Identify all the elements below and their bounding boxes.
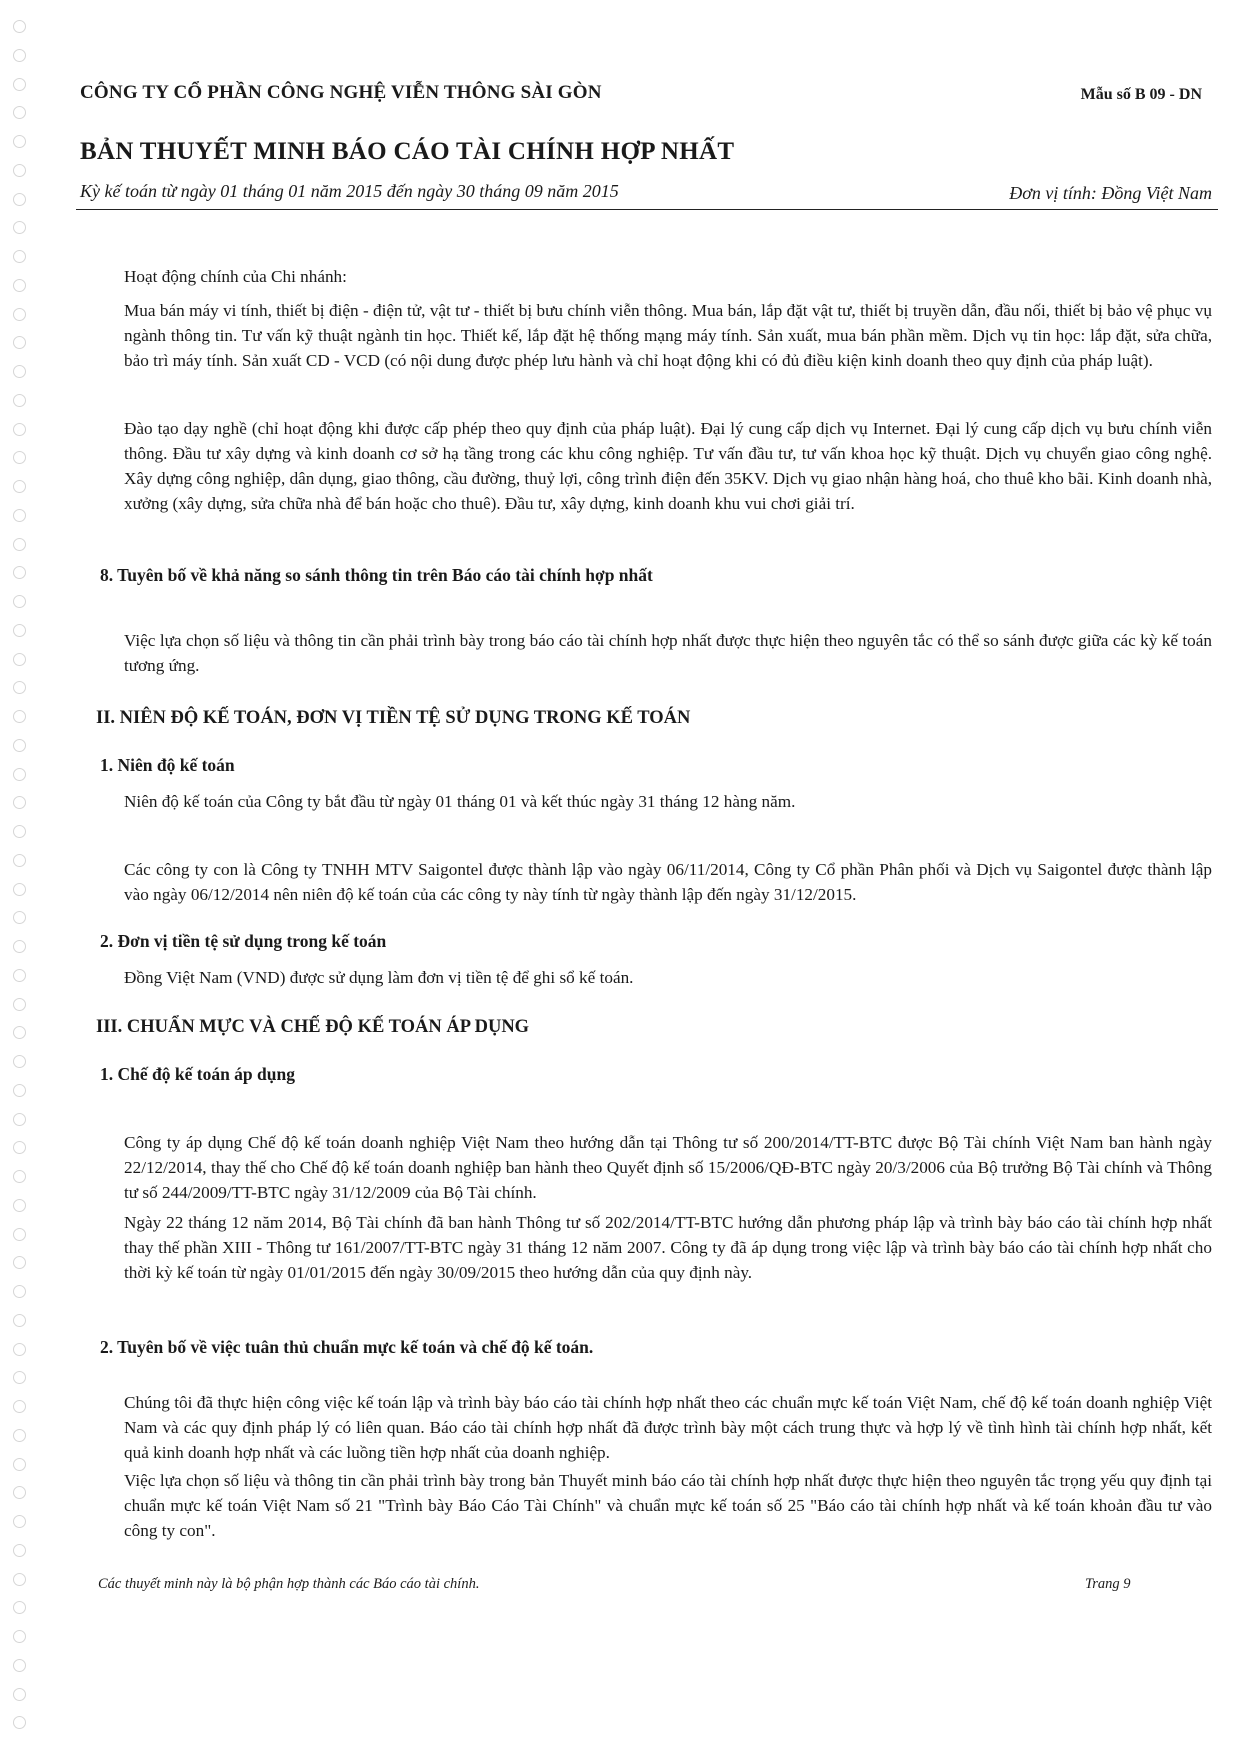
branch-activities-paragraph-2: Đào tạo dạy nghề (chỉ hoạt động khi được cấp phép theo quy định của pháp luật). Đại lý cung cấp dịch vụ Internet. Đại lý cung cấp dịch vụ bưu chính viễn thông. Đầu tư xây dựng và kinh doanh cơ sở hạ tầng trong các khu công nghiệp. Tư vấn đầu tư, tư vấn khoa học kỹ thuật. Dịch vụ chuyển giao công nghệ. Xây dựng công nghiệp, dân dụng, giao thông, cầu đường, thuỷ lợi, công trình điện đến 35KV. Dịch vụ giao nhận hàng hoá, cho thuê kho bãi. Kinh doanh nhà, xưởng (xây dựng, sửa chữa nhà để bán hoặc cho thuê). Đầu tư, xây dựng, kinh doanh khu vui chơi giải trí. [124,419,1212,513]
section-ii-2-heading: 2. Đơn vị tiền tệ sử dụng trong kế toán [100,931,387,951]
section-iii-2-paragraph-2: Việc lựa chọn số liệu và thông tin cần phải trình bày trong bản Thuyết minh báo cáo tài chính hợp nhất được thực hiện theo nguyên tắc trọng yếu quy định tại chuẩn mực kế toán Việt Nam số 21 "Trình bày Báo Cáo Tài Chính" và chuẩn mực kế toán số 25 "Báo cáo tài chính hợp nhất và kế toán khoản đầu tư vào công ty con". [124,1471,1212,1540]
section-ii-heading: II. NIÊN ĐỘ KẾ TOÁN, ĐƠN VỊ TIỀN TỆ SỬ DỤNG TRONG KẾ TOÁN [96,708,691,728]
report-period: Kỳ kế toán từ ngày 01 tháng 01 năm 2015 đến ngày 30 tháng 09 năm 2015 [80,181,619,201]
report-title: BẢN THUYẾT MINH BÁO CÁO TÀI CHÍNH HỢP NHẤT [80,138,735,165]
section-ii-1-paragraph-1: Niên độ kế toán của Công ty bắt đầu từ ngày 01 tháng 01 và kết thúc ngày 31 tháng 12 hàng năm. [124,792,796,811]
section-ii-1-heading: 1. Niên độ kế toán [100,755,235,775]
footer-note: Các thuyết minh này là bộ phận hợp thành các Báo cáo tài chính. [98,1576,480,1592]
branch-activities-label: Hoạt động chính của Chi nhánh: [124,267,347,286]
company-name: CÔNG TY CỔ PHẦN CÔNG NGHỆ VIỄN THÔNG SÀI GÒN [80,82,602,103]
section-8-heading: 8. Tuyên bố về khả năng so sánh thông tin trên Báo cáo tài chính hợp nhất [100,565,653,585]
section-iii-2-paragraph-1: Chúng tôi đã thực hiện công việc kế toán lập và trình bày báo cáo tài chính hợp nhất theo các chuẩn mực kế toán Việt Nam, chế độ kế toán doanh nghiệp Việt Nam và các quy định pháp lý có liên quan. Báo cáo tài chính hợp nhất đã được trình bày một cách trung thực và hợp lý về tình hình tài chính hợp nhất, kết quả kinh doanh hợp nhất và các luồng tiền hợp nhất của doanh nghiệp. [124,1393,1212,1462]
section-iii-1-heading: 1. Chế độ kế toán áp dụng [100,1064,295,1084]
section-8-paragraph: Việc lựa chọn số liệu và thông tin cần phải trình bày trong báo cáo tài chính hợp nhất được thực hiện theo nguyên tắc có thể so sánh được giữa các kỳ kế toán tương ứng. [124,631,1212,675]
currency-unit: Đơn vị tính: Đồng Việt Nam [1009,183,1212,203]
section-iii-1-paragraph-1: Công ty áp dụng Chế độ kế toán doanh nghiệp Việt Nam theo hướng dẫn tại Thông tư số 200/2014/TT-BTC được Bộ Tài chính Việt Nam ban hành ngày 22/12/2014, thay thế cho Chế độ kế toán doanh nghiệp ban hành theo Quyết định số 15/2006/QĐ-BTC ngày 20/3/2006 của Bộ trưởng Bộ Tài chính và Thông tư số 244/2009/TT-BTC ngày 31/12/2009 của Bộ Tài chính. [124,1133,1212,1202]
branch-activities-paragraph-1: Mua bán máy vi tính, thiết bị điện - điện tử, vật tư - thiết bị bưu chính viễn thông. Mua bán, lắp đặt vật tư, thiết bị truyền dẫn, đầu nối, thiết bị bảo vệ phục vụ ngành thông tin. Tư vấn kỹ thuật ngành tin học. Thiết kế, lắp đặt hệ thống mạng máy tính. Sản xuất, mua bán phần mềm. Dịch vụ tin học: lắp đặt, sửa chữa, bảo trì máy tính. Sản xuất CD - VCD (có nội dung được phép lưu hành và chỉ hoạt động khi có đủ điều kiện kinh doanh theo quy định của pháp luật). [124,301,1212,370]
section-ii-1-paragraph-2: Các công ty con là Công ty TNHH MTV Saigontel được thành lập vào ngày 06/11/2014, Công ty Cổ phần Phân phối và Dịch vụ Saigontel được thành lập vào ngày 06/12/2014 nên niên độ kế toán của các công ty này tính từ ngày thành lập đến ngày 31/12/2015. [124,860,1212,904]
form-code: Mẫu số B 09 - DN [1080,86,1202,103]
section-ii-2-paragraph: Đồng Việt Nam (VND) được sử dụng làm đơn vị tiền tệ để ghi sổ kế toán. [124,968,634,987]
section-iii-1-paragraph-2: Ngày 22 tháng 12 năm 2014, Bộ Tài chính đã ban hành Thông tư số 202/2014/TT-BTC hướng dẫn phương pháp lập và trình bày báo cáo tài chính hợp nhất thay thế phần XIII - Thông tư 161/2007/TT-BTC ngày 31 tháng 12 năm 2007. Công ty đã áp dụng trong việc lập và trình bày báo cáo tài chính hợp nhất cho thời kỳ kế toán từ ngày 01/01/2015 đến ngày 30/09/2015 theo hướng dẫn của quy định này. [124,1213,1212,1282]
section-iii-heading: III. CHUẨN MỰC VÀ CHẾ ĐỘ KẾ TOÁN ÁP DỤNG [96,1017,530,1037]
section-iii-2-heading: 2. Tuyên bố về việc tuân thủ chuẩn mực kế toán và chế độ kế toán. [100,1337,594,1357]
header-divider [76,209,1218,210]
page-number: Trang 9 [1085,1576,1131,1592]
